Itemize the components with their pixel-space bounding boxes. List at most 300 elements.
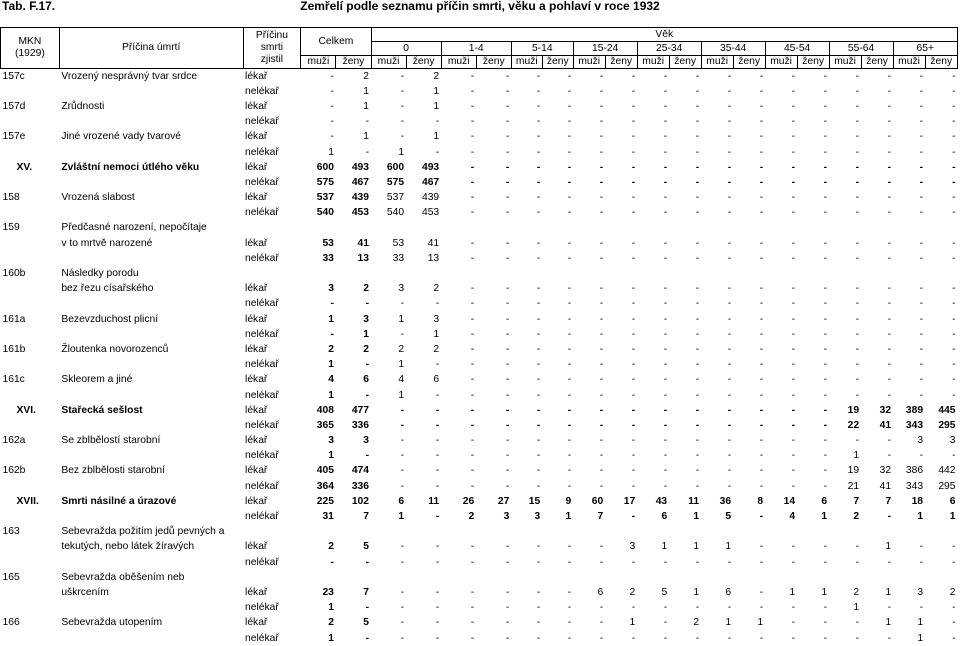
age-value: -	[573, 342, 605, 357]
age-value: -	[441, 388, 476, 403]
age-value: -	[925, 388, 957, 403]
age-value: 600	[371, 160, 406, 175]
age-value: -	[733, 84, 765, 99]
age-value: -	[733, 388, 765, 403]
cause-of-death	[59, 297, 243, 312]
cause-of-death: Sebevražda utopením	[59, 616, 243, 631]
total-value: 2	[301, 616, 336, 631]
age-value: -	[542, 251, 573, 266]
age-value: -	[893, 160, 925, 175]
age-value: -	[829, 84, 861, 99]
age-value: -	[637, 69, 669, 85]
age-value: -	[441, 585, 476, 600]
age-value: -	[925, 84, 957, 99]
age-value: -	[511, 282, 542, 297]
total-value: 364	[301, 479, 336, 494]
age-value: -	[441, 373, 476, 388]
table-row	[1, 206, 958, 221]
age-value: -	[893, 342, 925, 357]
age-value: -	[542, 342, 573, 357]
age-value: -	[701, 175, 733, 190]
age-value: -	[406, 509, 441, 524]
age-value: 1	[861, 616, 893, 631]
age-value: -	[733, 206, 765, 221]
total-value: 1	[301, 358, 336, 373]
age-value: -	[441, 236, 476, 251]
mkn-code: 160b	[1, 266, 60, 281]
age-value: -	[573, 373, 605, 388]
age-value: -	[637, 206, 669, 221]
age-value	[733, 266, 765, 281]
age-value: -	[605, 418, 637, 433]
age-value: -	[733, 327, 765, 342]
age-value: -	[542, 130, 573, 145]
age-value: -	[829, 373, 861, 388]
total-value: -	[301, 115, 336, 130]
age-value: -	[797, 327, 829, 342]
cause-of-death: Zvláštní nemoci útlého věku	[59, 160, 243, 175]
age-value: 1	[893, 616, 925, 631]
age-value: 27	[476, 494, 511, 509]
age-value: -	[829, 342, 861, 357]
age-value: -	[637, 297, 669, 312]
total-value: 467	[336, 175, 371, 190]
age-value: -	[542, 631, 573, 646]
age-value: -	[637, 175, 669, 190]
age-value: -	[573, 464, 605, 479]
mkn-code: XVI.	[1, 403, 60, 418]
cause-of-death: Se zblbělostí starobní	[59, 434, 243, 449]
age-value	[511, 525, 542, 540]
age-value: -	[701, 69, 733, 85]
total-value	[336, 266, 371, 281]
age-value: -	[573, 449, 605, 464]
age-value: -	[476, 251, 511, 266]
total-value: 7	[336, 585, 371, 600]
age-value	[829, 525, 861, 540]
age-value: -	[511, 312, 542, 327]
header-female: ženy	[861, 56, 893, 69]
age-value: -	[861, 388, 893, 403]
age-value	[637, 221, 669, 236]
age-value: 2	[441, 509, 476, 524]
age-value	[573, 525, 605, 540]
age-value: -	[797, 601, 829, 616]
header-age-group: 5-14	[511, 42, 573, 56]
age-value: -	[701, 160, 733, 175]
header-female: ženy	[336, 56, 371, 69]
total-value	[301, 221, 336, 236]
age-value: -	[605, 175, 637, 190]
determined-by: nelékař	[243, 555, 301, 570]
age-value: -	[733, 434, 765, 449]
header-male: muži	[701, 56, 733, 69]
age-value: -	[441, 540, 476, 555]
age-value: -	[441, 418, 476, 433]
age-value: -	[765, 434, 797, 449]
age-value: -	[542, 601, 573, 616]
total-value: 408	[301, 403, 336, 418]
age-value	[829, 266, 861, 281]
age-value: 3	[893, 585, 925, 600]
age-value: 2	[829, 509, 861, 524]
total-value: -	[301, 84, 336, 99]
table-row	[1, 570, 958, 585]
age-value: -	[511, 616, 542, 631]
age-value: -	[797, 358, 829, 373]
age-value: -	[637, 449, 669, 464]
age-value: -	[476, 191, 511, 206]
age-value: -	[925, 130, 957, 145]
age-value: -	[371, 297, 406, 312]
age-value: -	[476, 115, 511, 130]
age-value: -	[637, 403, 669, 418]
age-value	[371, 525, 406, 540]
age-value: -	[573, 631, 605, 646]
determined-by: lékař	[243, 494, 301, 509]
age-value: -	[669, 631, 701, 646]
age-value: -	[371, 69, 406, 85]
age-value: 1	[669, 585, 701, 600]
age-value: -	[637, 327, 669, 342]
header-female: ženy	[605, 56, 637, 69]
age-value	[669, 266, 701, 281]
age-value: 3	[511, 509, 542, 524]
age-value: 2	[925, 585, 957, 600]
mkn-code: 158	[1, 191, 60, 206]
age-value: -	[669, 479, 701, 494]
age-value: 13	[406, 251, 441, 266]
determined-by: lékař	[243, 616, 301, 631]
determined-by: lékař	[243, 342, 301, 357]
age-value: -	[605, 191, 637, 206]
age-value: -	[637, 236, 669, 251]
age-value: 1	[406, 84, 441, 99]
determined-by: nelékař	[243, 297, 301, 312]
header-male: muži	[637, 56, 669, 69]
age-value: 1	[829, 601, 861, 616]
age-value	[893, 570, 925, 585]
mkn-code: XV.	[1, 160, 60, 175]
table-row	[1, 464, 958, 479]
age-value: -	[406, 434, 441, 449]
age-value	[605, 221, 637, 236]
cause-of-death: Jiné vrozené vady tvarové	[59, 130, 243, 145]
age-value: -	[797, 479, 829, 494]
age-value: -	[925, 449, 957, 464]
age-value: -	[669, 373, 701, 388]
age-value: -	[765, 99, 797, 114]
age-value	[573, 266, 605, 281]
total-value	[336, 221, 371, 236]
total-value: 41	[336, 236, 371, 251]
total-value: 13	[336, 251, 371, 266]
age-value: 6	[925, 494, 957, 509]
age-value: -	[925, 342, 957, 357]
age-value	[797, 570, 829, 585]
age-value: 1	[637, 540, 669, 555]
age-value: -	[669, 297, 701, 312]
mkn-code	[1, 206, 60, 221]
age-value: -	[573, 206, 605, 221]
total-value: -	[301, 555, 336, 570]
age-value	[371, 266, 406, 281]
table-row	[1, 175, 958, 190]
age-value: -	[637, 616, 669, 631]
age-value: -	[797, 616, 829, 631]
age-value: -	[861, 434, 893, 449]
age-value: -	[637, 464, 669, 479]
age-value	[637, 266, 669, 281]
determined-by: nelékař	[243, 145, 301, 160]
age-value: -	[701, 115, 733, 130]
total-value: -	[336, 388, 371, 403]
table-row	[1, 327, 958, 342]
age-value: -	[669, 358, 701, 373]
age-value: -	[797, 464, 829, 479]
age-value: -	[765, 342, 797, 357]
age-value	[861, 221, 893, 236]
age-value: -	[733, 236, 765, 251]
age-value: -	[441, 358, 476, 373]
total-value: 2	[336, 69, 371, 85]
age-value: -	[637, 160, 669, 175]
age-value	[765, 266, 797, 281]
age-value: -	[441, 601, 476, 616]
age-value: -	[476, 145, 511, 160]
mkn-code: 166	[1, 616, 60, 631]
age-value: -	[573, 130, 605, 145]
age-value: -	[733, 479, 765, 494]
age-value: -	[605, 282, 637, 297]
table-row	[1, 449, 958, 464]
table-row	[1, 266, 958, 281]
age-value: -	[701, 206, 733, 221]
cause-of-death: Sebevražda požitím jedů pevných a	[59, 525, 243, 540]
age-value: 15	[511, 494, 542, 509]
age-value	[542, 266, 573, 281]
age-value: 1	[797, 585, 829, 600]
cause-of-death: Zrůdnosti	[59, 99, 243, 114]
age-value: -	[406, 601, 441, 616]
age-value: -	[441, 84, 476, 99]
determined-by: lékař	[243, 160, 301, 175]
age-value: -	[797, 297, 829, 312]
age-value: -	[476, 585, 511, 600]
age-value: -	[605, 206, 637, 221]
total-value: 1	[336, 327, 371, 342]
age-value: -	[573, 616, 605, 631]
age-value: 3	[925, 434, 957, 449]
age-value: 442	[925, 464, 957, 479]
age-value: -	[701, 418, 733, 433]
age-value: -	[861, 160, 893, 175]
cause-of-death	[59, 509, 243, 524]
age-value: 41	[406, 236, 441, 251]
age-value: -	[605, 160, 637, 175]
age-value	[441, 570, 476, 585]
age-value: -	[701, 555, 733, 570]
header-age: Věk	[371, 28, 958, 42]
age-value: -	[861, 84, 893, 99]
age-value	[861, 525, 893, 540]
age-value: -	[371, 327, 406, 342]
table-row	[1, 160, 958, 175]
total-value: 439	[336, 191, 371, 206]
age-value: -	[637, 434, 669, 449]
mkn-code: 161a	[1, 312, 60, 327]
age-value: -	[511, 540, 542, 555]
age-value: -	[701, 342, 733, 357]
table-number: Tab. F.17.	[2, 0, 55, 13]
age-value: -	[765, 84, 797, 99]
age-value	[476, 266, 511, 281]
age-value: -	[861, 191, 893, 206]
age-value: -	[605, 388, 637, 403]
mkn-code	[1, 631, 60, 646]
age-value: -	[542, 312, 573, 327]
age-value: -	[406, 631, 441, 646]
age-value: -	[765, 616, 797, 631]
table-row	[1, 479, 958, 494]
age-value: 18	[893, 494, 925, 509]
total-value: -	[336, 145, 371, 160]
age-value: -	[573, 145, 605, 160]
age-value: -	[511, 327, 542, 342]
age-value: -	[476, 464, 511, 479]
age-value: -	[406, 297, 441, 312]
total-value: -	[336, 297, 371, 312]
age-value: -	[733, 509, 765, 524]
age-value: 1	[861, 585, 893, 600]
age-value: -	[733, 69, 765, 85]
age-value: -	[441, 297, 476, 312]
header-total: Celkem	[301, 28, 371, 56]
total-value: 453	[336, 206, 371, 221]
age-value: -	[893, 206, 925, 221]
age-value: -	[669, 160, 701, 175]
age-value: -	[476, 434, 511, 449]
age-value: -	[669, 84, 701, 99]
age-value: -	[797, 191, 829, 206]
age-value: -	[861, 555, 893, 570]
determined-by: lékař	[243, 69, 301, 85]
age-value: -	[861, 373, 893, 388]
age-value: -	[893, 373, 925, 388]
age-value: -	[406, 145, 441, 160]
age-value: 5	[701, 509, 733, 524]
age-value: -	[861, 69, 893, 85]
table-row	[1, 145, 958, 160]
total-value: 600	[301, 160, 336, 175]
age-value: -	[797, 69, 829, 85]
header-age-group: 65+	[893, 42, 957, 56]
total-value: -	[301, 297, 336, 312]
age-value: -	[861, 99, 893, 114]
age-value: 295	[925, 479, 957, 494]
age-value	[893, 266, 925, 281]
age-value: -	[371, 479, 406, 494]
age-value: 1	[701, 616, 733, 631]
header-mkn-label: MKN	[1, 36, 59, 48]
age-value: -	[476, 555, 511, 570]
mkn-code	[1, 236, 60, 251]
mkn-code	[1, 449, 60, 464]
mkn-code: 162a	[1, 434, 60, 449]
age-value: -	[765, 69, 797, 85]
age-value: -	[733, 99, 765, 114]
age-value: -	[829, 160, 861, 175]
table-row	[1, 251, 958, 266]
table-row	[1, 373, 958, 388]
age-value: -	[701, 388, 733, 403]
header-male: muži	[893, 56, 925, 69]
age-value: -	[605, 555, 637, 570]
age-value: -	[765, 358, 797, 373]
table-row	[1, 236, 958, 251]
determined-by: nelékař	[243, 251, 301, 266]
age-value: -	[605, 631, 637, 646]
age-value: -	[511, 84, 542, 99]
mkn-code	[1, 327, 60, 342]
age-value: -	[542, 160, 573, 175]
age-value: -	[893, 99, 925, 114]
cause-of-death: Žloutenka novorozenců	[59, 342, 243, 357]
age-value: -	[925, 540, 957, 555]
age-value: -	[893, 601, 925, 616]
mkn-code: 163	[1, 525, 60, 540]
age-value: 2	[829, 585, 861, 600]
age-value: -	[511, 175, 542, 190]
age-value: -	[441, 479, 476, 494]
age-value: 493	[406, 160, 441, 175]
determined-by: nelékař	[243, 175, 301, 190]
mkn-code	[1, 388, 60, 403]
age-value: -	[797, 206, 829, 221]
age-value: -	[441, 464, 476, 479]
header-who-1: Příčinu	[244, 30, 301, 42]
table-row	[1, 84, 958, 99]
mkn-code: 157c	[1, 69, 60, 85]
cause-of-death: Stařecká sešlost	[59, 403, 243, 418]
age-value	[925, 266, 957, 281]
age-value: -	[829, 69, 861, 85]
age-value: -	[441, 434, 476, 449]
age-value: -	[829, 251, 861, 266]
determined-by: nelékař	[243, 327, 301, 342]
determined-by: lékař	[243, 464, 301, 479]
age-value: -	[925, 99, 957, 114]
total-value: 575	[301, 175, 336, 190]
total-value: -	[336, 449, 371, 464]
age-value: 1	[371, 509, 406, 524]
age-value: -	[733, 130, 765, 145]
age-value: 537	[371, 191, 406, 206]
age-value: -	[701, 631, 733, 646]
age-value	[733, 525, 765, 540]
age-value: 32	[861, 403, 893, 418]
age-value: -	[406, 464, 441, 479]
age-value: -	[701, 601, 733, 616]
header-who-3: zjistil	[244, 54, 301, 66]
age-value: -	[573, 175, 605, 190]
age-value: -	[797, 418, 829, 433]
age-value: -	[925, 616, 957, 631]
age-value: -	[797, 555, 829, 570]
total-value: 2	[336, 342, 371, 357]
age-value	[669, 221, 701, 236]
age-value: -	[441, 130, 476, 145]
